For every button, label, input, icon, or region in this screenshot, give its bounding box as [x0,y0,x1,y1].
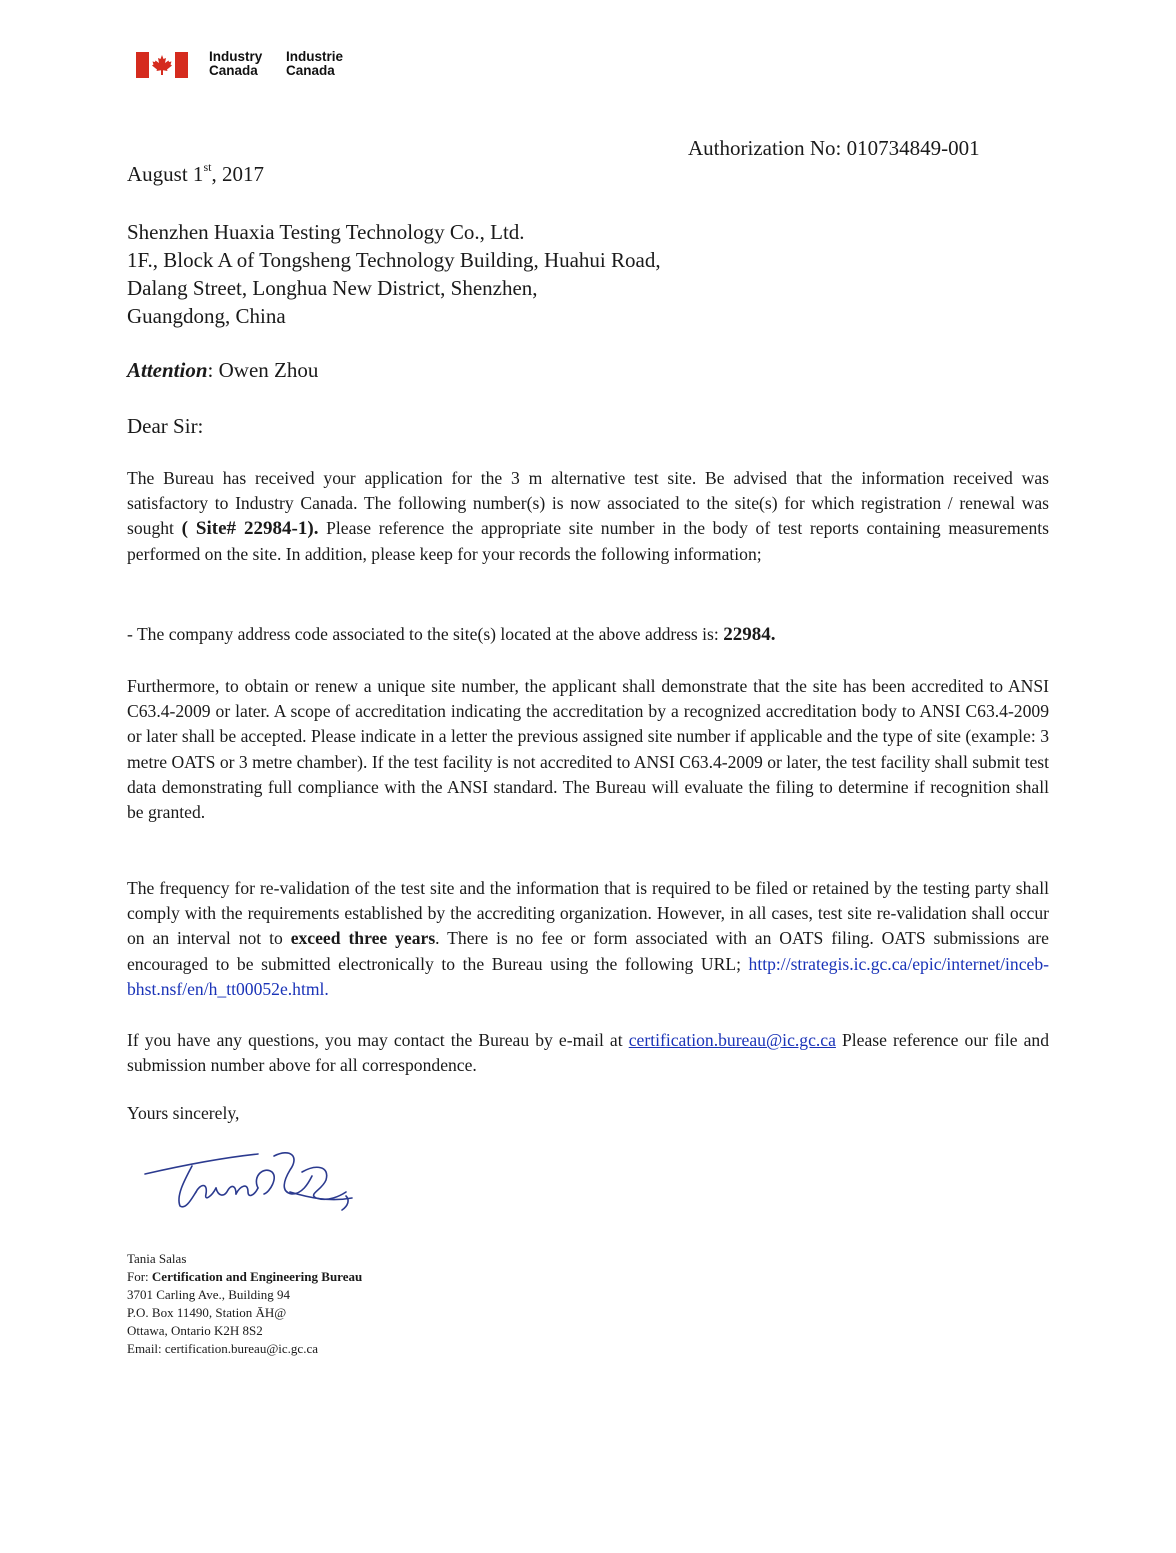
canada-flag-icon [136,52,188,78]
letterhead-logo [136,50,376,84]
address-code: 22984. [723,624,776,645]
body-paragraph-3: Furthermore, to obtain or renew a unique site number, the applicant shall demonstrate that the site has been accredited to ANSI C63.4-2009 or later. A scope of accreditation indicating the accreditation by a recognized accreditation body to ANSI C63.4-2009 or later shall be accepted. Please indicate in a letter the previous assigned site number if applicable and the type of site (example: 3 metre OATS or 3 metre chamber). If the test facility is not accredited to ANSI C63.4-2009 or later, the test facility shall submit test data demonstrating full compliance with the ANSI standard. The Bureau will evaluate the filing to determine if recognition shall be granted. [127,676,1049,823]
signature-block [127,1250,362,1358]
body-paragraph-2: - The company address code associated to the site(s) located at the above address is: 22984. [127,624,776,645]
bureau-email: Email: certification.bureau@ic.gc.ca [127,1341,318,1356]
authorization-number: Authorization No: 010734849-001 [688,136,980,160]
bureau-city: Ottawa, Ontario K2H 8S2 [127,1323,263,1338]
closing: Yours sincerely, [127,1103,240,1123]
body-paragraph-4: The frequency for re-validation of the test site and the information that is required to be filed or retained by the testing party shall comply with the requirements established by the accrediting organization. However, in all cases, test site re-validation shall occur on an interval not to exceed three years. There is no fee or form associated with an OATS filing. OATS submissions are encouraged to be submitted electronically to the Bureau using the following URL; http://strategis.ic.gc.ca/epic/internet/inceb-bhst.nsf/en/h_tt00052e.html. [127,878,1049,999]
letter-date: August 1st, 2017 [127,160,264,186]
attention-label: Attention [127,358,208,382]
address-line: Dalang Street, Longhua New District, Shenzhen, [127,276,538,300]
recipient-address [127,218,661,330]
signer-bureau: For: Certification and Engineering Bureau [127,1269,363,1284]
oats-url-link[interactable]: http://strategis.ic.gc.ca/epic/internet/inceb-bhst.nsf/en/h_tt00052e.html. [127,953,1049,999]
attention-name: : Owen Zhou [207,358,319,382]
address-line: Guangdong, China [127,304,286,328]
address-line: Shenzhen Huaxia Testing Technology Co., Ltd. [127,220,525,244]
body-paragraph-1: The Bureau has received your application for the 3 m alternative test site. Be advised that the information received was satisfactory to Industry Canada. The following number(s) is now associated to the site(s) for which registration / renewal was sought ( Site# 22984-1). Please reference the appropriate site number in the body of test reports containing measurements performed on the site. In addition, please keep for your records the following information; [127,468,1050,564]
bureau-po-box: P.O. Box 11490, Station ĀH@ [127,1305,287,1320]
handwritten-signature [140,1136,360,1216]
bureau-street: 3701 Carling Ave., Building 94 [127,1287,290,1302]
site-number: ( Site# 22984-1). [181,518,319,540]
bureau-email-link[interactable]: certification.bureau@ic.gc.ca [628,1030,836,1050]
maple-leaf-icon [151,54,173,76]
revalidation-interval: exceed three years [290,928,436,949]
signer-name: Tania Salas [127,1251,187,1266]
address-line: 1F., Block A of Tongsheng Technology Building, Huahui Road, [127,248,661,272]
attention-line [127,358,318,383]
wordmark-english: Industry Canada [209,49,263,78]
wordmark-french: Industrie Canada [286,49,344,78]
salutation: Dear Sir: [127,414,204,438]
body-paragraph-5: If you have any questions, you may contact the Bureau by e-mail at certification.bureau@ic.gc.ca Please reference our file and submission number above for all correspondence. [127,1030,1049,1076]
